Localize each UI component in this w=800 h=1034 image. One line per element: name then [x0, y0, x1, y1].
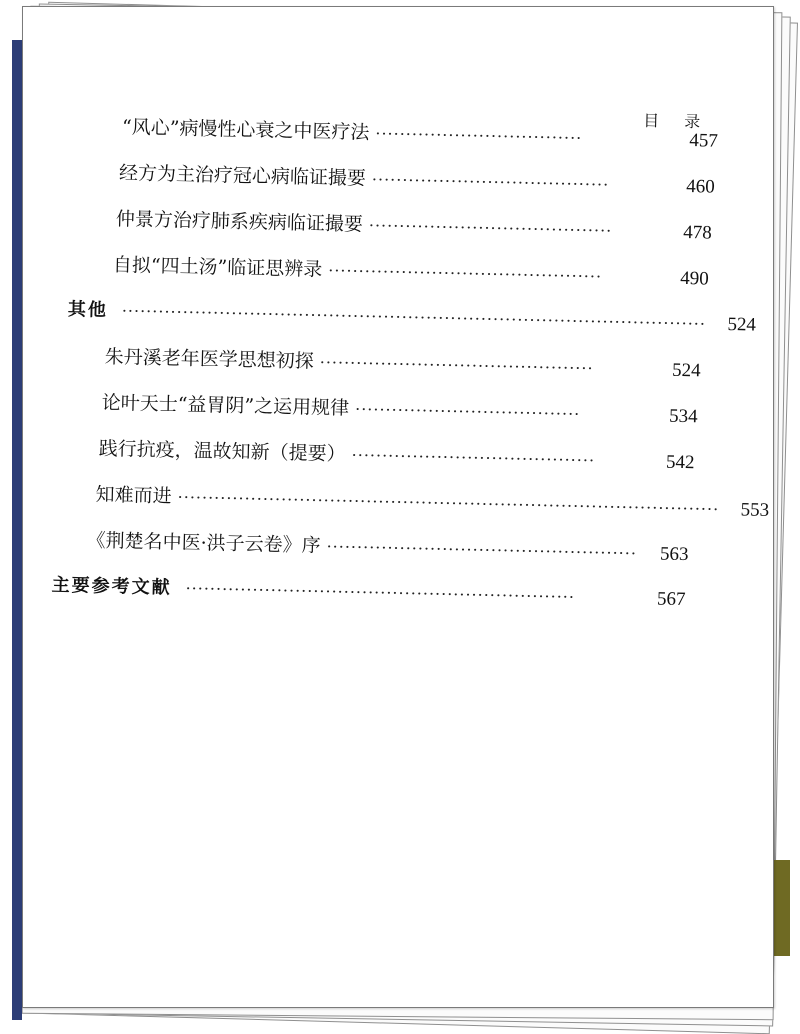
toc-leader-dots: ·············································: [328, 260, 603, 287]
toc-leader-dots: ········································: [368, 215, 613, 241]
toc-leader-dots: ································································: [185, 578, 576, 607]
toc-leader-dots: ·····································: [354, 399, 581, 424]
toc-page-number: 542: [665, 451, 695, 474]
toc-entry-title: 践行抗疫，温故知新（提要）: [98, 437, 346, 466]
toc-page-number: 478: [683, 221, 712, 244]
toc-content: [2, 0, 774, 1015]
toc-entry-title: 《荆楚名中医·洪子云卷》序: [86, 529, 321, 557]
toc-entry: [119, 158, 715, 199]
toc-page-number: 524: [671, 359, 701, 382]
toc-leader-dots: ································································································: [121, 301, 707, 334]
toc-entry: [98, 434, 694, 475]
toc-entry-title: 论叶天士“益胃阴”之运用规律: [101, 391, 350, 420]
toc-entry: [116, 204, 712, 245]
toc-section-title: 其他: [67, 299, 109, 321]
toc-page-number: 563: [659, 543, 689, 566]
toc-page-number: 553: [740, 499, 770, 521]
toc-entry: [105, 342, 701, 383]
toc-entry: [122, 112, 718, 153]
toc-page-number: 567: [656, 588, 686, 611]
toc-leader-dots: ·······································: [371, 169, 610, 195]
toc-section-entry: [67, 295, 757, 336]
toc-entry-title: “风心”病慢性心衰之中医疗法: [121, 116, 370, 144]
toc-entry: [86, 525, 688, 566]
toc-section-entry: [51, 571, 685, 611]
toc-page: [22, 6, 774, 1008]
toc-entry-title: 知难而进: [95, 483, 172, 508]
toc-page-number: 490: [679, 267, 709, 290]
toc-entry-title: 朱丹溪老年医学思想初探: [104, 345, 315, 373]
toc-page-number: 524: [727, 313, 757, 336]
toc-entry: [95, 480, 770, 521]
toc-entry-title: 仲景方治疗肺系疾病临证撮要: [115, 208, 364, 236]
book-cover-edge-right: [772, 860, 790, 956]
toc-leader-dots: ·························································································: [177, 487, 720, 519]
toc-page-number: 460: [686, 176, 716, 198]
running-header: 目 录: [642, 111, 711, 132]
toc-leader-dots: ··································: [375, 123, 583, 148]
toc-leader-dots: ········································: [351, 445, 596, 470]
toc-entry-title: 经方为主治疗冠心病临证撮要: [118, 162, 367, 190]
toc-entry: [101, 388, 697, 429]
toc-entry-title: 自拟“四土汤”临证思辨录: [112, 254, 323, 281]
toc-page-number: 457: [689, 130, 719, 152]
toc-entry: [113, 250, 709, 291]
toc-leader-dots: ·············································: [319, 352, 594, 378]
toc-page-number: 534: [668, 405, 698, 428]
toc-section-title: 主要参考文献: [51, 574, 172, 599]
toc-leader-dots: ···················································: [326, 536, 638, 563]
